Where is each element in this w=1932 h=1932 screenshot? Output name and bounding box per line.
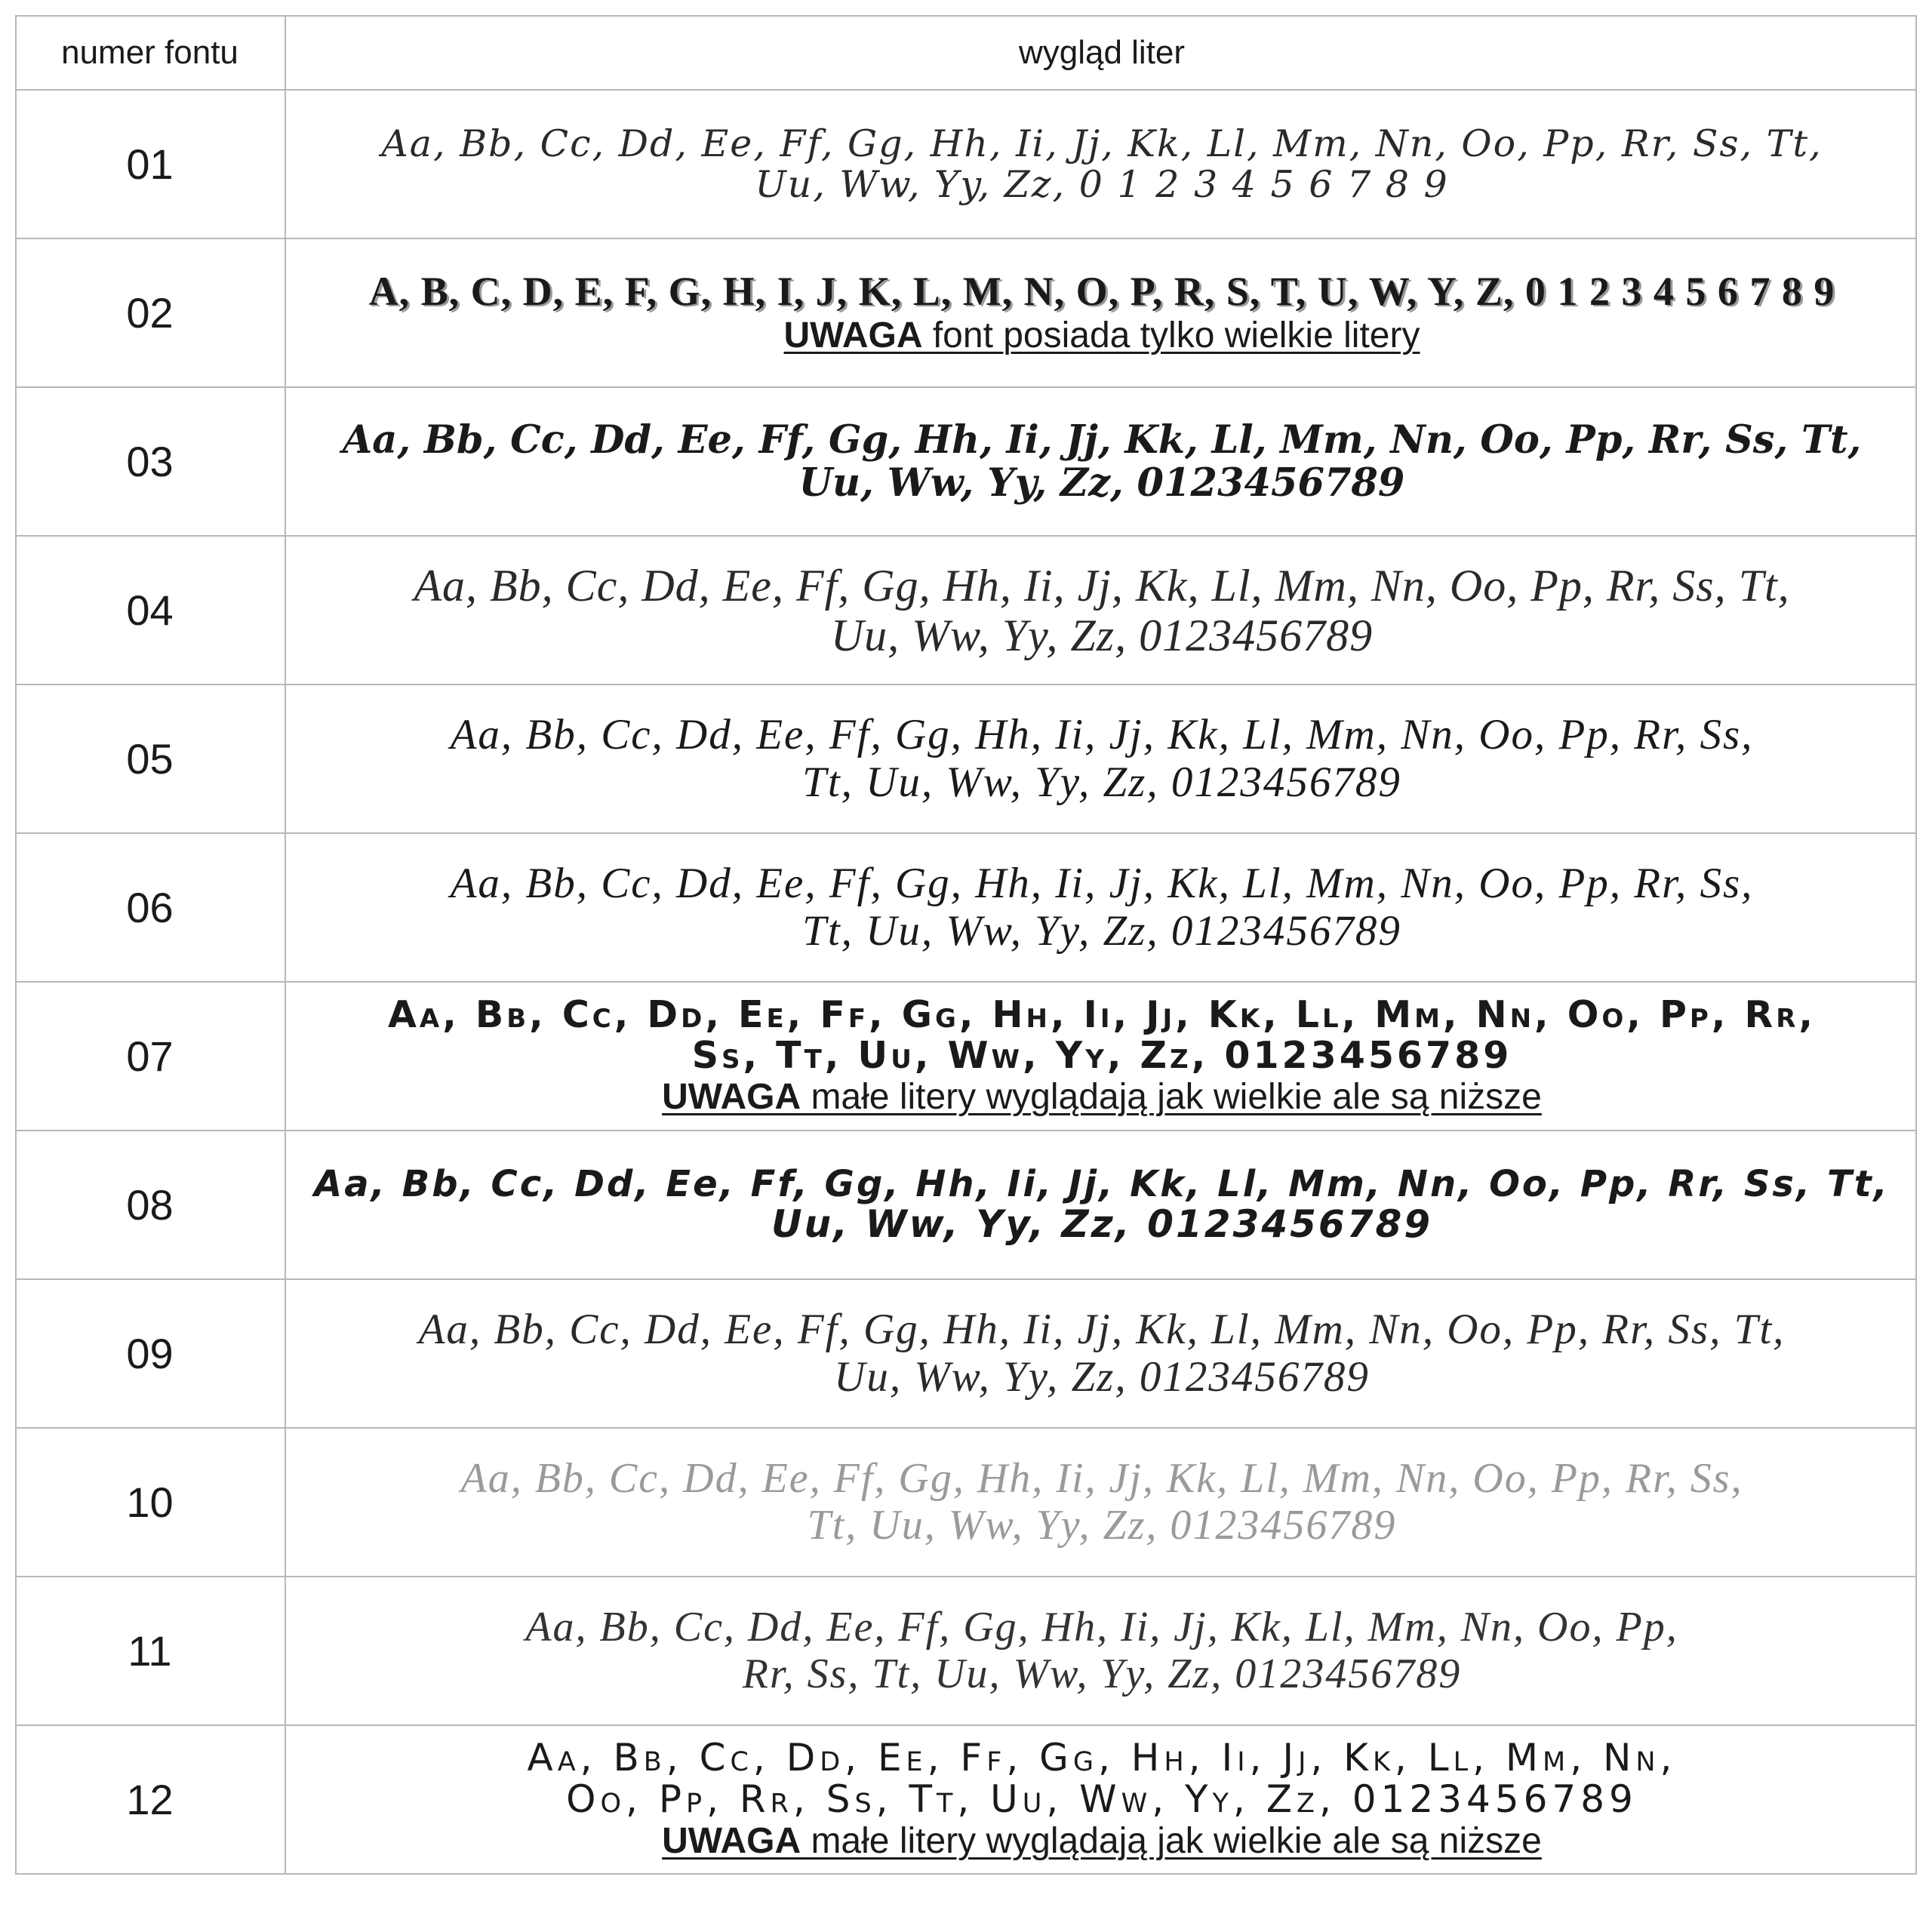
- sample-line: Aa, Bb, Cc, Dd, Ee, Ff, Gg, Hh, Ii, Jj, Kk, Ll, Mm, Nn, Oo, Pp,: [525, 1603, 1678, 1651]
- font-note: [784, 315, 1420, 356]
- table-bottom-border: [15, 1873, 1917, 1875]
- note-warning: UWAGA: [662, 1076, 801, 1117]
- font-number: 08: [126, 1181, 174, 1229]
- font-sample: [287, 1577, 1917, 1724]
- note-text: małe litery wyglądają jak wielkie ale są niższe: [801, 1820, 1542, 1861]
- font-number: 11: [128, 1627, 172, 1675]
- font-sample: [287, 685, 1917, 832]
- sample-line: Aa, Bb, Cc, Dd, Ee, Ff, Gg, Hh, Ii, Jj, Kk, Ll, Mm, Nn, Oo, Pp, Rr, Ss, Tt,: [414, 560, 1790, 611]
- column-divider: [285, 15, 286, 1875]
- note-warning: UWAGA: [783, 315, 923, 355]
- font-number: 01: [126, 140, 174, 188]
- header-letter-appearance: wygląd liter: [1018, 34, 1186, 71]
- note-text: font posiada tylko wielkie litery: [922, 315, 1420, 355]
- font-sample: [287, 388, 1917, 535]
- sample-line: Aa, Bb, Cc, Dd, Ee, Ff, Gg, Hh, Ii, Jj, Kk, Ll, Mm, Nn, Oo, Pp, Rr,: [387, 993, 1816, 1037]
- sample-line: Oo, Pp, Rr, Ss, Tt, Uu, Ww, Yy, Zz, 0123456789: [566, 1777, 1638, 1821]
- note-text: małe litery wyglądają jak wielkie ale są niższe: [801, 1076, 1542, 1117]
- font-number: 05: [126, 735, 174, 783]
- sample-line: Aa, Bb, Cc, Dd, Ee, Ff, Gg, Hh, Ii, Jj, Kk, Ll, Mm, Nn, Oo, Pp, Rr, Ss,: [450, 710, 1754, 758]
- sample-line: Uu, Ww, Yy, Zz, 0123456789: [830, 610, 1374, 660]
- font-sample: [287, 983, 1917, 1130]
- sample-line: Tt, Uu, Ww, Yy, Zz, 0123456789: [807, 1501, 1397, 1549]
- font-note: [662, 1076, 1542, 1118]
- font-number: 10: [126, 1478, 174, 1526]
- sample-line: Aa, Bb, Cc, Dd, Ee, Ff, Gg, Hh, Ii, Jj, Kk, Ll, Mm, Nn, Oo, Pp, Rr, Ss, Tt,: [342, 417, 1862, 463]
- font-sample: [287, 537, 1917, 684]
- sample-line: Aa, Bb, Cc, Dd, Ee, Ff, Gg, Hh, Ii, Jj, Kk, Ll, Mm, Nn, Oo, Pp, Rr, Ss,: [460, 1454, 1743, 1502]
- font-number: 06: [126, 884, 174, 931]
- font-sample: [287, 239, 1917, 386]
- font-sample: [287, 834, 1917, 981]
- font-number: 04: [126, 586, 174, 634]
- sample-line: Ss, Tt, Uu, Ww, Yy, Zz, 0123456789: [691, 1033, 1512, 1077]
- font-number: 02: [126, 289, 174, 337]
- sample-line: Aa, Bb, Cc, Dd, Ee, Ff, Gg, Hh, Ii, Jj, Kk, Ll, Mm, Nn, Oo, Pp, Rr, Ss,: [450, 859, 1754, 907]
- font-number: 12: [126, 1776, 174, 1823]
- font-number: 07: [126, 1032, 174, 1080]
- header-font-number: numer fontu: [61, 34, 238, 71]
- sample-line: Uu, Ww, Yy, Zz, 0123456789: [771, 1202, 1433, 1247]
- font-sample: [287, 1131, 1917, 1278]
- sample-line: A, B, C, D, E, F, G, H, I, J, K, L, M, N, O, P, R, S, T, U, W, Y, Z, 0 1 2 3 4 5 6 7 8 9: [368, 269, 1835, 315]
- sample-line: Tt, Uu, Ww, Yy, Zz, 0123456789: [802, 758, 1401, 806]
- sample-line: Aa, Bb, Cc, Dd, Ee, Ff, Gg, Hh, Ii, Jj, Kk, Ll, Mm, Nn, Oo, Pp, Rr, Ss, Tt,: [381, 122, 1823, 165]
- font-sample: [287, 91, 1917, 238]
- sample-line: Rr, Ss, Tt, Uu, Ww, Yy, Zz, 0123456789: [742, 1650, 1462, 1697]
- sample-line: Aa, Bb, Cc, Dd, Ee, Ff, Gg, Hh, Ii, Jj, Kk, Ll, Mm, Nn,: [527, 1735, 1677, 1780]
- font-number: 09: [126, 1330, 174, 1377]
- font-number: 03: [126, 438, 174, 485]
- sample-line: Aa, Bb, Cc, Dd, Ee, Ff, Gg, Hh, Ii, Jj, Kk, Ll, Mm, Nn, Oo, Pp, Rr, Ss, Tt,: [418, 1305, 1786, 1353]
- note-warning: UWAGA: [662, 1820, 801, 1861]
- font-note: [662, 1820, 1542, 1862]
- font-sample: [287, 1280, 1917, 1427]
- font-sample: [287, 1726, 1917, 1873]
- font-sample: [287, 1429, 1917, 1576]
- sample-line: Uu, Ww, Yy, Zz, 0123456789: [834, 1352, 1370, 1401]
- sample-line: Uu, Ww, Yy, Zz, 0123456789: [798, 460, 1405, 506]
- sample-line: Tt, Uu, Ww, Yy, Zz, 0123456789: [802, 906, 1401, 955]
- sample-line: Uu, Ww, Yy, Zz, 0 1 2 3 4 5 6 7 8 9: [755, 162, 1449, 206]
- sample-line: Aa, Bb, Cc, Dd, Ee, Ff, Gg, Hh, Ii, Jj, Kk, Ll, Mm, Nn, Oo, Pp, Rr, Ss, Tt,: [314, 1162, 1890, 1205]
